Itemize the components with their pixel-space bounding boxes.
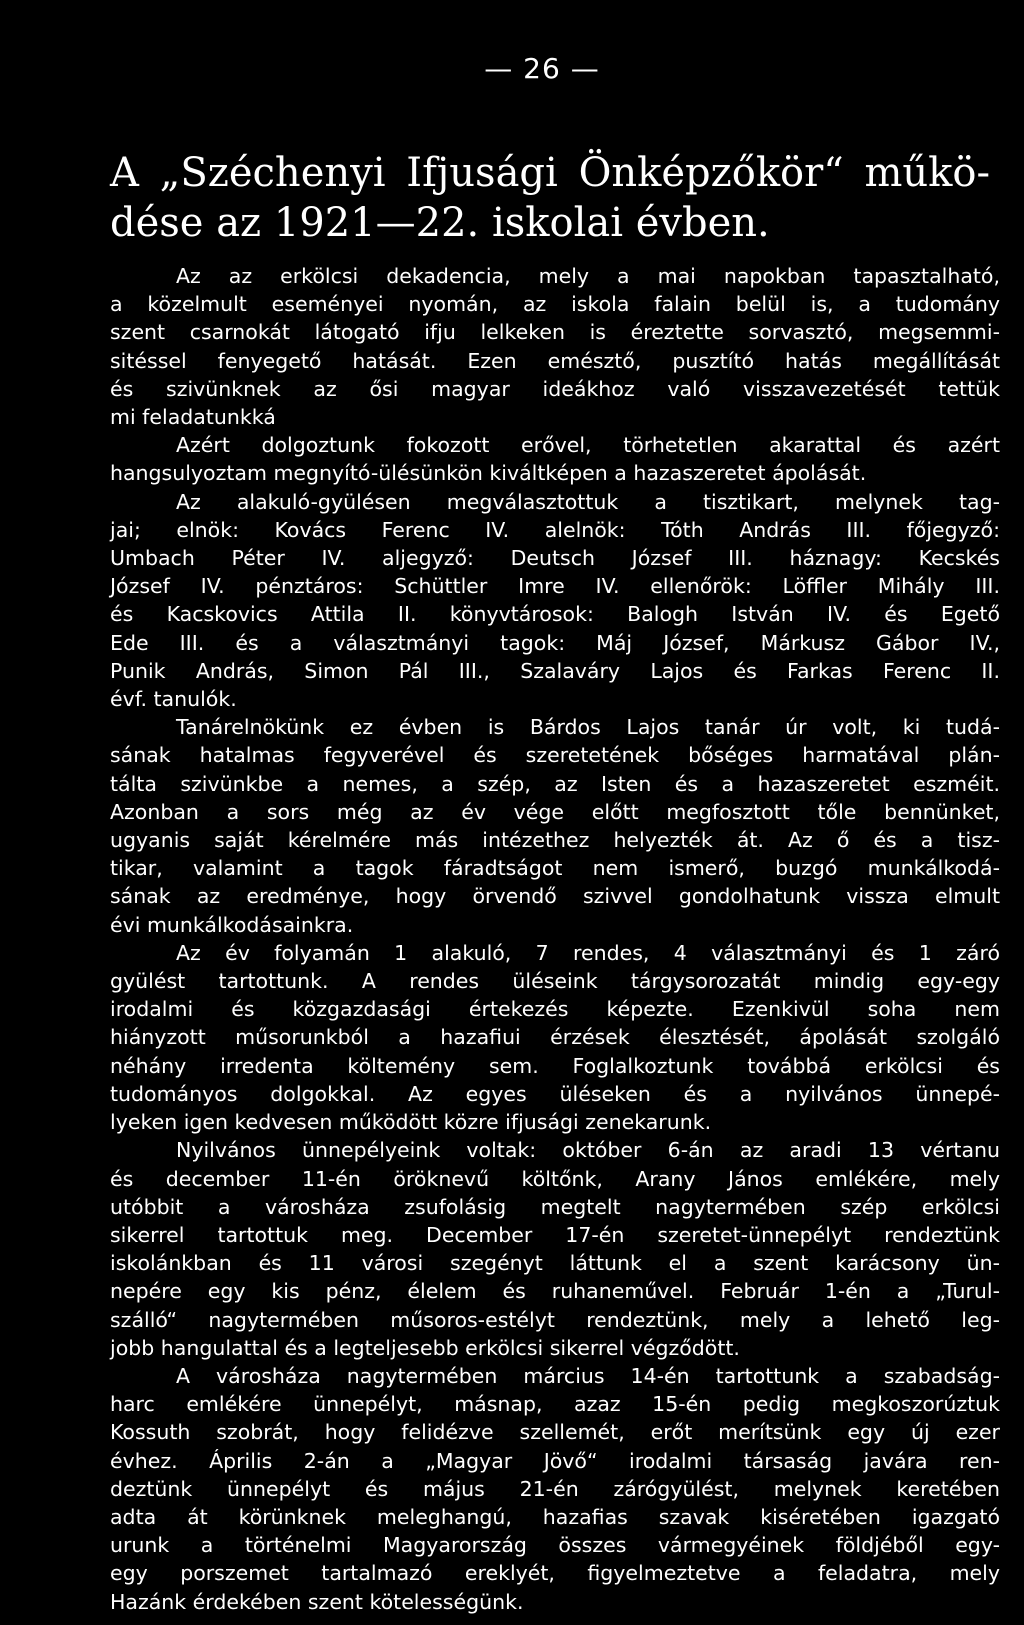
text-line: urunk a történelmi Magyarország összes vármegyéinek földjéből egy-: [110, 1533, 1000, 1558]
page-number: — 26 —: [484, 52, 600, 85]
text-line: Az év folyamán 1 alakuló, 7 rendes, 4 választmányi és 1 záró: [176, 940, 1000, 965]
text-line: utóbbit a városháza zsufolásig megtelt nagytermében szép erkölcsi: [110, 1194, 1000, 1219]
body-text: [110, 262, 1000, 1616]
text-line: nepére egy kis pénz, élelem és ruhaneművel. Február 1-én a „Turul-: [110, 1279, 1000, 1304]
text-line: sitéssel fenyegető hatását. Ezen emésztő, pusztító hatás megállítását: [110, 348, 1000, 373]
text-line: jai; elnök: Kovács Ferenc IV. alelnök: Tóth András III. főjegyző:: [110, 517, 1000, 542]
text-line: sának hatalmas fegyverével és szeretetének bőséges harmatával plán-: [110, 743, 1000, 768]
document-title: [110, 148, 990, 248]
text-line: szálló“ nagytermében műsoros-estélyt rendeztünk, mely a lehető leg-: [110, 1307, 1000, 1332]
title-line: dése az 1921—22. iskolai évben.: [110, 200, 770, 246]
text-line: mi feladatunkká: [110, 405, 276, 430]
text-line: évf. tanulók.: [110, 687, 237, 712]
text-line: Hazánk érdekében szent kötelességünk.: [110, 1589, 524, 1614]
text-line: tálta szivünkbe a nemes, a szép, az Isten és a hazaszeretet eszméit.: [110, 771, 1000, 796]
text-line: Azért dolgoztunk fokozott erővel, törhetetlen akarattal és azért: [176, 433, 1000, 458]
text-line: sának az eredménye, hogy örvendő szivvel gondolhatunk vissza elmult: [110, 884, 1000, 909]
text-line: lyeken igen kedvesen működött közre ifjusági zenekarunk.: [110, 1110, 712, 1135]
text-line: tudományos dolgokkal. Az egyes üléseken és a nyilvános ünnepé-: [110, 1081, 1000, 1106]
text-line: Ede III. és a választmányi tagok: Máj József, Márkusz Gábor IV.,: [110, 630, 1000, 655]
text-line: adta át körünknek meleghangú, hazafias szavak kiséretében igazgató: [110, 1504, 1000, 1529]
text-line: a közelmult eseményei nyomán, az iskola falain belül is, a tudomány: [110, 292, 1000, 317]
text-line: Az az erkölcsi dekadencia, mely a mai napokban tapasztalható,: [176, 264, 1000, 288]
text-line: A városháza nagytermében március 14-én tartottunk a szabadság-: [176, 1363, 1000, 1388]
text-line: hangsulyoztam megnyító-ülésünkön kiváltképen a hazaszeretet ápolását.: [110, 461, 867, 486]
text-line: József IV. pénztáros: Schüttler Imre IV. ellenőrök: Löffler Mihály III.: [110, 574, 1000, 599]
text-line: Umbach Péter IV. aljegyző: Deutsch József III. háznagy: Kecskés: [110, 546, 1000, 571]
text-line: tikar, valamint a tagok fáradtságot nem ismerő, buzgó munkálkodá-: [110, 856, 1000, 881]
text-line: jobb hangulattal és a legteljesebb erkölcsi sikerrel végződött.: [110, 1335, 740, 1360]
title-line: A „Széchenyi Ifjusági Önképzőkör“ műkö-: [110, 150, 990, 196]
text-line: Azonban a sors még az év vége előtt megfosztott tőle bennünket,: [110, 799, 1000, 824]
text-line: sikerrel tartottuk meg. December 17-én szeretet-ünnepélyt rendeztünk: [110, 1222, 1000, 1247]
text-line: irodalmi és közgazdasági értekezés képezte. Ezenkivül soha nem: [110, 997, 1000, 1022]
text-line: egy porszemet tartalmazó ereklyét, figyelmeztetve a feladatra, mely: [110, 1561, 1000, 1586]
text-line: szent csarnokát látogató ifju lelkeken is éreztette sorvasztó, megsemmi-: [110, 320, 1000, 345]
text-line: néhány irredenta költemény sem. Foglalkoztunk továbbá erkölcsi és: [110, 1053, 1000, 1078]
text-line: Az alakuló-gyülésen megválasztottuk a tisztikart, melynek tag-: [176, 489, 1000, 514]
text-line: hiányzott műsorunkból a hazafiui érzések élesztését, ápolását szolgáló: [110, 1025, 1000, 1050]
text-line: és szivünknek az ősi magyar ideákhoz való visszavezetését tettük: [110, 376, 1000, 401]
text-line: és Kacskovics Attila II. könyvtárosok: Balogh István IV. és Egető: [110, 602, 1000, 627]
text-line: Kossuth szobrát, hogy felidézve szellemét, erőt merítsünk egy új ezer: [110, 1420, 1000, 1445]
text-line: évi munkálkodásainkra.: [110, 912, 354, 937]
text-line: Punik András, Simon Pál III., Szalaváry Lajos és Farkas Ferenc II.: [110, 658, 1000, 683]
text-line: Nyilvános ünnepélyeink voltak: október 6-án az aradi 13 vértanu: [176, 1138, 1000, 1163]
text-line: évhez. Április 2-án a „Magyar Jövő“ irodalmi társaság javára ren-: [110, 1448, 1000, 1473]
text-line: deztünk ünnepélyt és május 21-én zárógyülést, melynek keretében: [110, 1476, 1000, 1501]
text-line: gyülést tartottunk. A rendes üléseink tárgysorozatát mindig egy-egy: [110, 969, 1000, 994]
text-line: Tanárelnökünk ez évben is Bárdos Lajos tanár úr volt, ki tudá-: [176, 715, 1000, 740]
text-line: harc emlékére ünnepélyt, másnap, azaz 15-én pedig megkoszorúztuk: [110, 1392, 1000, 1417]
text-line: és december 11-én öröknevű költőnk, Arany János emlékére, mely: [110, 1166, 1000, 1191]
text-line: iskolánkban és 11 városi szegényt láttunk el a szent karácsony ün-: [110, 1251, 1000, 1276]
text-line: ugyanis saját kérelmére más intézethez helyezték át. Az ő és a tisz-: [110, 828, 1000, 853]
